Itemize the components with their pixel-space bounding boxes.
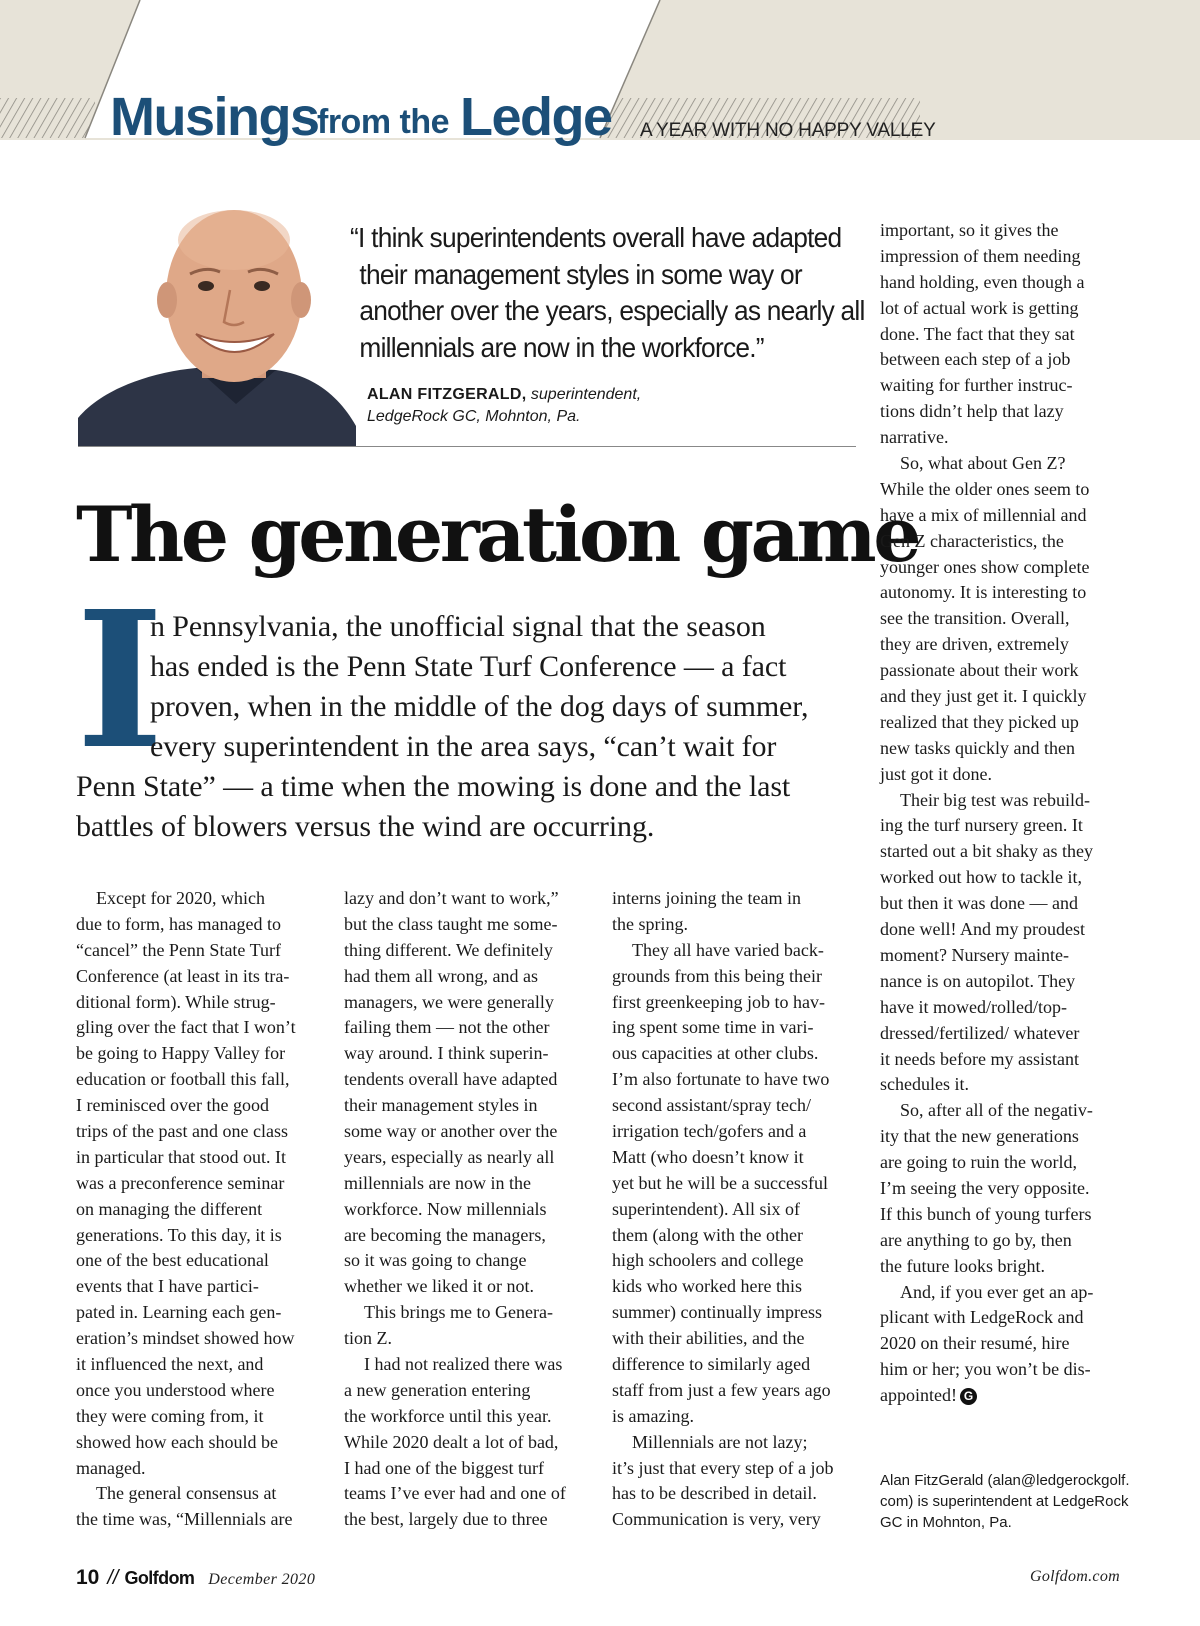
body-text-line: are anything to go by, then [880, 1229, 1072, 1250]
body-text-line: first greenkeeping job to hav- [612, 991, 825, 1012]
body-text-line: be going to Happy Valley for [76, 1043, 286, 1064]
body-text-line: staff from just a few years ago [612, 1379, 831, 1400]
page-number: 10 [76, 1566, 100, 1589]
body-text-line: one of the best educational [76, 1250, 269, 1271]
lede-line: has ended is the Penn State Turf Conference — a fact [150, 650, 787, 683]
body-text-line: appointed! [880, 1385, 957, 1406]
body-text-line: lot of actual work is getting [880, 297, 1079, 318]
section-subtitle: A YEAR WITH NO HAPPY VALLEY [640, 120, 936, 141]
body-text-line: and they just get it. I quickly [880, 686, 1087, 707]
body-text-line: showed how each should be [76, 1431, 278, 1452]
body-text-line: education or football this fall, [76, 1069, 290, 1090]
body-text-line: they were coming from, it [76, 1405, 264, 1426]
article-headline: The generation game [76, 490, 919, 579]
body-text-line: generations. To this day, it is [76, 1224, 282, 1245]
body-text-line: they are driven, extremely [880, 634, 1069, 655]
body-text-line: I had not realized there was [364, 1354, 563, 1375]
pull-quote-line: another over the years, especially as nearly all [359, 295, 865, 326]
bio-line: com) is superintendent at LedgeRock [880, 1493, 1129, 1510]
body-text-line: failing them — not the other [344, 1017, 550, 1038]
body-text-line: kids who worked here this [612, 1276, 802, 1297]
body-text-line: While the older ones seem to [880, 478, 1090, 499]
quote-author-place: LedgeRock GC, Mohnton, Pa. [367, 408, 581, 425]
column-title-from-the: from the [317, 103, 449, 141]
lede-line: battles of blowers versus the wind are occurring. [76, 810, 655, 843]
body-text-line: irrigation tech/gofers and a [612, 1121, 807, 1142]
author-photo [78, 200, 356, 446]
quote-author-role: superintendent, [530, 386, 642, 403]
pull-quote [350, 220, 865, 366]
body-text-line: ing spent some time in vari- [612, 1017, 814, 1038]
quote-author-name: ALAN FITZGERALD, [367, 386, 527, 403]
body-text-line: was a preconference seminar [76, 1172, 285, 1193]
body-text-line: eration’s mindset showed how [76, 1328, 295, 1349]
body-text-line: schedules it. [880, 1074, 969, 1095]
body-text-line: thing different. We definitely [344, 939, 553, 960]
body-text-line: tion Z. [344, 1328, 392, 1349]
body-text-line: started out a bit shaky as they [880, 841, 1093, 862]
pull-quote-line: “I think superintendents overall have adapted [350, 222, 842, 253]
author-bio [880, 1470, 1130, 1533]
body-text-line: it influenced the next, and [76, 1354, 264, 1375]
body-text-line: done well! And my proudest [880, 919, 1085, 940]
body-text-line: with their abilities, and the [612, 1328, 805, 1349]
body-text-line: Communication is very, very [612, 1509, 821, 1530]
lede-line: every superintendent in the area says, “can’t wait for [150, 730, 777, 763]
body-text-line: 2020 on their resumé, hire [880, 1333, 1070, 1354]
body-text-line: pated in. Learning each gen- [76, 1302, 282, 1323]
body-text-line: ity that the new generations [880, 1126, 1079, 1147]
body-text-line: have a mix of millennial and [880, 504, 1087, 525]
page-footer [76, 1566, 315, 1590]
body-text-line: important, so it gives the [880, 220, 1059, 240]
column-title-musings: Musings [110, 87, 319, 147]
body-column-2 [344, 886, 582, 1533]
body-text-line: ous capacities at other clubs. [612, 1043, 819, 1064]
body-text-line: are going to ruin the world, [880, 1152, 1077, 1173]
body-text-line: autonomy. It is interesting to [880, 582, 1087, 603]
magazine-name: Golfdom [124, 1568, 195, 1588]
body-text-line: him or her; you won’t be dis- [880, 1359, 1091, 1380]
body-text-line: high schoolers and college [612, 1250, 804, 1271]
body-text-line: This brings me to Genera- [364, 1302, 553, 1323]
body-text-line: way around. I think superin- [344, 1043, 549, 1064]
bio-line: GC in Mohnton, Pa. [880, 1514, 1012, 1531]
body-text-line: are becoming the managers, [344, 1224, 546, 1245]
pull-quote-line: millennials are now in the workforce.” [359, 331, 764, 363]
body-text-line: the best, largely due to three [344, 1509, 548, 1530]
body-text-line: So, after all of the negativ- [900, 1100, 1093, 1121]
body-text-line: hand holding, even though a [880, 271, 1085, 292]
body-text-line: Conference (at least in its tra- [76, 965, 290, 986]
body-text-line: their management styles in [344, 1095, 538, 1116]
end-of-article-icon: G [960, 1388, 977, 1405]
body-text-line: the workforce until this year. [344, 1405, 552, 1426]
body-text-line: nance is on autopilot. They [880, 970, 1076, 991]
body-text-line: I had one of the biggest turf [344, 1457, 544, 1478]
body-text-line: it’s just that every step of a job [612, 1457, 834, 1478]
body-column-3 [612, 886, 850, 1533]
body-text-line: They all have varied back- [632, 939, 824, 960]
body-text-line: managers, we were generally [344, 991, 554, 1012]
body-text-line: millennials are now in the [344, 1172, 531, 1193]
body-text-line: them (along with the other [612, 1224, 803, 1245]
body-text-line: between each step of a job [880, 349, 1071, 370]
body-text-line: the spring. [612, 913, 688, 934]
body-text-line: due to form, has managed to [76, 913, 281, 934]
body-text-line: the time was, “Millennials are [76, 1509, 293, 1530]
lede-line: proven, when in the middle of the dog days of summer, [150, 690, 809, 723]
body-text-line: I’m also fortunate to have two [612, 1069, 830, 1090]
lede-line: Penn State” — a time when the mowing is done and the last [76, 770, 791, 803]
body-text-line: waiting for further instruc- [880, 375, 1073, 396]
body-text-line: narrative. [880, 427, 949, 448]
body-text-line: done. The fact that they sat [880, 323, 1075, 344]
body-text-line: once you understood where [76, 1379, 275, 1400]
body-column-4 [880, 218, 1118, 1409]
body-text-line: trips of the past and one class [76, 1121, 288, 1142]
body-text-line: on managing the different [76, 1198, 263, 1219]
body-column-1 [76, 886, 314, 1533]
body-text-line: ditional form). While strug- [76, 991, 276, 1012]
body-text-line: has to be described in detail. [612, 1483, 817, 1504]
bio-line: Alan FitzGerald (alan@ledgerockgolf. [880, 1472, 1130, 1489]
lede-line: n Pennsylvania, the unofficial signal that the season [150, 610, 766, 643]
body-text-line: If this bunch of young turfers [880, 1203, 1092, 1224]
body-text-line: a new generation entering [344, 1379, 531, 1400]
quote-attribution [367, 384, 827, 428]
body-text-line: Millennials are not lazy; [632, 1431, 808, 1452]
body-text-line: teams I’ve ever had and one of [344, 1483, 566, 1504]
body-text-line: plicant with LedgeRock and [880, 1307, 1084, 1328]
body-text-line: tendents overall have adapted [344, 1069, 558, 1090]
quote-divider [78, 446, 856, 447]
drop-cap: I [76, 570, 164, 791]
body-text-line: I’m seeing the very opposite. [880, 1177, 1090, 1198]
body-text-line: whether we liked it or not. [344, 1276, 534, 1297]
body-text-line: new tasks quickly and then [880, 737, 1075, 758]
body-text-line: is amazing. [612, 1405, 694, 1426]
body-text-line: Matt (who doesn’t know it [612, 1146, 804, 1167]
body-text-line: some way or another over the [344, 1121, 558, 1142]
body-text-line: tions didn’t help that lazy [880, 401, 1064, 422]
body-text-line: superintendent). All six of [612, 1198, 800, 1219]
issue-date: December 2020 [208, 1571, 316, 1588]
body-text-line: events that I have partici- [76, 1276, 259, 1297]
body-text-line: summer) continually impress [612, 1302, 822, 1323]
body-text-line: passionate about their work [880, 660, 1079, 681]
body-text-line: impression of them needing [880, 245, 1081, 266]
pull-quote-line: their management styles in some way or [359, 258, 802, 290]
body-text-line: in particular that stood out. It [76, 1146, 286, 1167]
magazine-website: Golfdom.com [1030, 1568, 1120, 1585]
body-text-line: interns joining the team in [612, 888, 801, 908]
body-text-line: I reminisced over the good [76, 1095, 269, 1116]
body-text-line: Gen Z characteristics, the [880, 530, 1064, 551]
body-text-line: had them all wrong, and as [344, 965, 538, 986]
body-text-line: managed. [76, 1457, 146, 1478]
body-text-line: but the class taught me some- [344, 913, 558, 934]
body-text-line: The general consensus at [96, 1483, 277, 1504]
body-text-line: the future looks bright. [880, 1255, 1045, 1276]
body-text-line: it needs before my assistant [880, 1048, 1079, 1069]
column-title-ledge: Ledge [460, 87, 612, 147]
body-text-line: worked out how to tackle it, [880, 867, 1082, 888]
body-text-line: Except for 2020, which [96, 888, 265, 908]
body-text-line: While 2020 dealt a lot of bad, [344, 1431, 559, 1452]
body-text-line: And, if you ever get an ap- [900, 1281, 1094, 1302]
body-text-line: ing the turf nursery green. It [880, 815, 1083, 836]
body-text-line: just got it done. [880, 763, 992, 784]
body-text-line: have it mowed/rolled/top- [880, 996, 1067, 1017]
body-text-line: grounds from this being their [612, 965, 822, 986]
body-text-line: but then it was done — and [880, 893, 1078, 914]
body-text-line: see the transition. Overall, [880, 608, 1070, 629]
body-text-line: workforce. Now millennials [344, 1198, 547, 1219]
footer-separator: // [107, 1567, 119, 1589]
body-text-line: dressed/fertilized/ whatever [880, 1022, 1080, 1043]
body-text-line: yet but he will be a successful [612, 1172, 828, 1193]
body-text-line: gling over the fact that I won’t [76, 1017, 296, 1038]
body-text-line: Their big test was rebuild- [900, 789, 1090, 810]
body-text-line: so it was going to change [344, 1250, 527, 1271]
body-text-line: younger ones show complete [880, 556, 1090, 577]
body-text-line: lazy and don’t want to work,” [344, 888, 559, 908]
body-text-line: realized that they picked up [880, 711, 1079, 732]
body-text-line: years, especially as nearly all [344, 1146, 555, 1167]
body-text-line: difference to similarly aged [612, 1354, 811, 1375]
body-text-line: So, what about Gen Z? [900, 453, 1066, 474]
body-text-line: moment? Nursery mainte- [880, 944, 1069, 965]
body-text-line: second assistant/spray tech/ [612, 1095, 811, 1116]
body-text-line: “cancel” the Penn State Turf [76, 939, 281, 960]
